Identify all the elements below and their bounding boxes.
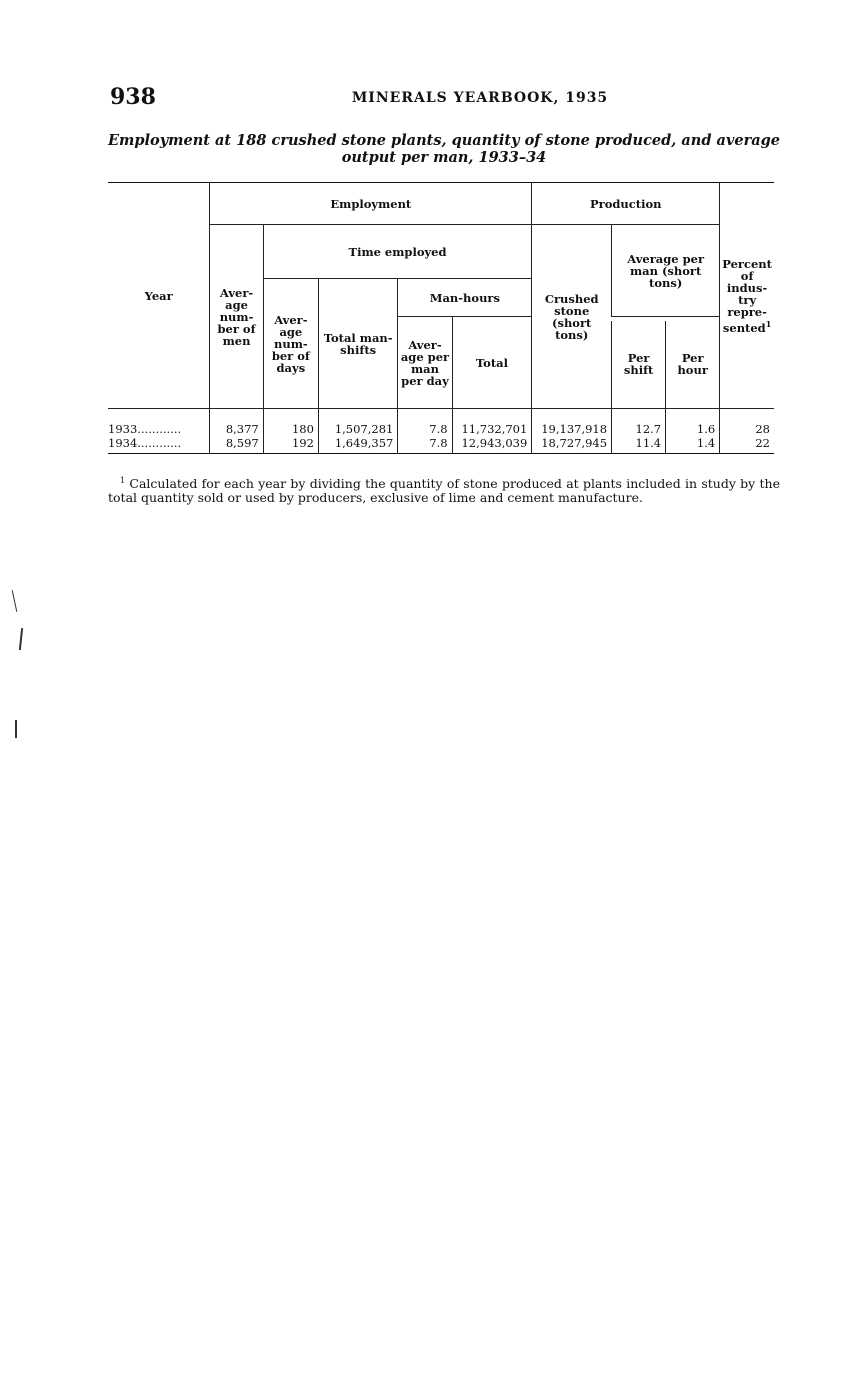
header-production: Production (532, 183, 720, 225)
cell-total-man-shifts: 1,649,357 (318, 436, 397, 454)
scan-mark (12, 590, 18, 612)
header-percent-industry (720, 183, 774, 409)
header-avg-per-man: Average per man (short tons) (612, 225, 720, 317)
cell-avg-days: 192 (263, 436, 318, 454)
employment-table (108, 182, 774, 454)
caption-line-1: Employment at 188 crushed stone plants, quantity of stone produced, and average (108, 132, 780, 149)
header-total-man-shifts: Total man-shifts (318, 279, 397, 409)
page-header (110, 84, 780, 114)
scan-mark (15, 720, 17, 738)
header-avg-days: Aver-age num-ber of days (263, 279, 318, 409)
table-row (108, 436, 774, 454)
cell-avg-per-man-day: 7.8 (398, 409, 452, 437)
cell-total-man-hours: 11,732,701 (452, 409, 532, 437)
header-year: Year (108, 183, 210, 409)
cell-avg-days: 180 (263, 409, 318, 437)
header-per-hour: Per hour (666, 321, 720, 409)
footnote (108, 474, 780, 505)
cell-per-shift: 11.4 (612, 436, 666, 454)
header-avg-men: Aver-age num-ber of men (210, 225, 263, 409)
caption-line-2: output per man, 1933–34 (341, 149, 547, 166)
cell-avg-men: 8,597 (210, 436, 263, 454)
cell-year: 1934............ (108, 436, 210, 454)
cell-per-shift: 12.7 (612, 409, 666, 437)
cell-total-man-hours: 12,943,039 (452, 436, 532, 454)
cell-avg-per-man-day: 7.8 (398, 436, 452, 454)
table-caption (108, 132, 780, 166)
cell-per-hour: 1.6 (666, 409, 720, 437)
cell-percent: 22 (720, 436, 774, 454)
table-row (108, 409, 774, 437)
page-number: 938 (110, 84, 156, 110)
header-employment: Employment (210, 183, 532, 225)
header-per-shift: Per shift (612, 321, 666, 409)
footnote-text: Calculated for each year by dividing the quantity of stone produced at plants included in study by the total quantity sold or used by producers, exclusive of lime and cement manufacture. (108, 476, 780, 506)
cell-percent: 28 (720, 409, 774, 437)
percent-footnote-mark: 1 (765, 318, 772, 329)
footnote-mark: 1 (120, 476, 126, 485)
cell-crushed-stone: 19,137,918 (532, 409, 612, 437)
cell-year: 1933............ (108, 422, 182, 436)
percent-industry-label: Percent of indus-try repre-sented (722, 256, 772, 335)
scan-mark (19, 628, 23, 650)
running-head: MINERALS YEARBOOK, 1935 (351, 90, 609, 106)
cell-crushed-stone: 18,727,945 (532, 436, 612, 454)
header-crushed-stone: Crushed stone (short tons) (532, 225, 612, 409)
header-total-man-hours: Total (452, 317, 532, 409)
header-time-employed: Time employed (263, 225, 532, 279)
cell-avg-men: 8,377 (210, 409, 263, 437)
cell-per-hour: 1.4 (666, 436, 720, 454)
header-avg-per-man-day: Aver-age per man per day (398, 317, 452, 409)
header-man-hours: Man-hours (398, 279, 532, 317)
cell-total-man-shifts: 1,507,281 (318, 409, 397, 437)
